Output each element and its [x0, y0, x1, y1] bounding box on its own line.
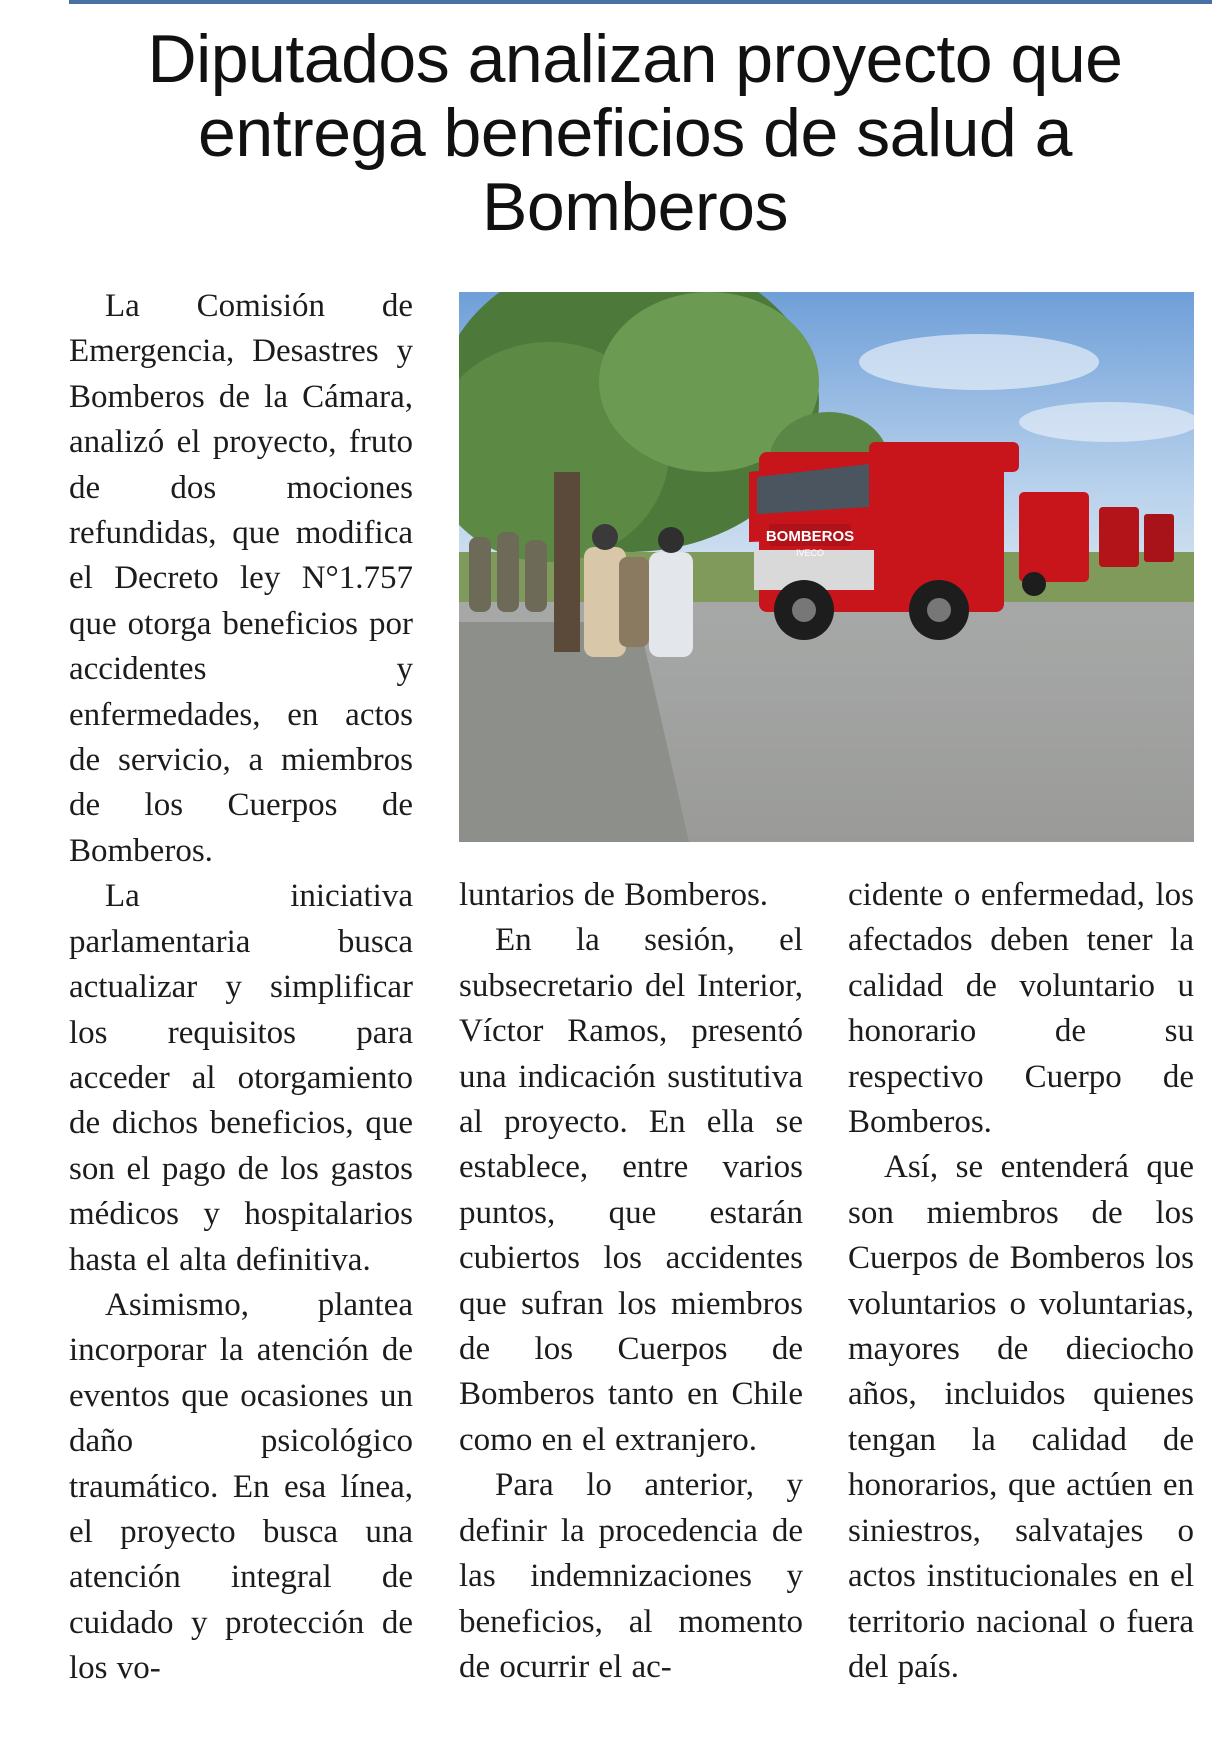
article-column-2 [459, 873, 803, 1690]
paragraph: La Comisión de Emergencia, Desastres y Bomberos de la Cámara, analizó el proyecto, fruto de dos mociones refundidas, que modifica el Decreto ley N°1.757 que otorga beneficios por accidentes y enfermedades, en actos de servicio, a miembros de los Cuerpos de Bomberos. [69, 288, 413, 869]
paragraph: Para lo anterior, y definir la procedencia de las indemnizaciones y beneficios, al momento de ocurrir el ac- [459, 1467, 803, 1685]
svg-text:IVECO: IVECO [795, 548, 825, 558]
paragraph: Así, se entenderá que son miembros de los Cuerpos de Bomberos los voluntarios o voluntarias, mayores de dieciocho años, incluidos quienes tengan la calidad de honorarios, que actúen en siniestros, salvatajes o actos institucionales en el territorio nacional o fuera del país. [848, 1149, 1194, 1685]
paragraph: La iniciativa parlamentaria busca actualizar y simplificar los requisitos para acceder al otorgamiento de dichos beneficios, que son el pago de los gastos médicos y hospitalarios hasta el alta definitiva. [69, 878, 413, 1278]
paragraph: En la sesión, el subsecretario del Interior, Víctor Ramos, presentó una indicación sustitutiva al proyecto. En ella se establece, entre varios puntos, que estarán cubiertos los accidentes que sufran los miembros de los Cuerpos de Bomberos tanto en Chile como en el extranjero. [459, 922, 803, 1458]
paragraph: Asimismo, plantea incorporar la atención de eventos que ocasiones un daño psicológico traumático. En esa línea, el proyecto busca una atención integral de cuidado y protección de los vo- [69, 1286, 413, 1687]
svg-text:BOMBEROS: BOMBEROS [765, 528, 855, 545]
article-column-1 [69, 284, 413, 1692]
top-rule [69, 0, 1212, 4]
article-headline: Diputados analizan proyecto que entrega beneficios de salud a Bomberos [147, 21, 1123, 245]
article-column-3 [848, 873, 1194, 1690]
paragraph: cidente o enfermedad, los afectados deben tener la calidad de voluntario u honorario de su respectivo Cuerpo de Bomberos. [848, 877, 1194, 1141]
paragraph: luntarios de Bomberos. [459, 877, 769, 913]
article-photo [459, 292, 1194, 842]
